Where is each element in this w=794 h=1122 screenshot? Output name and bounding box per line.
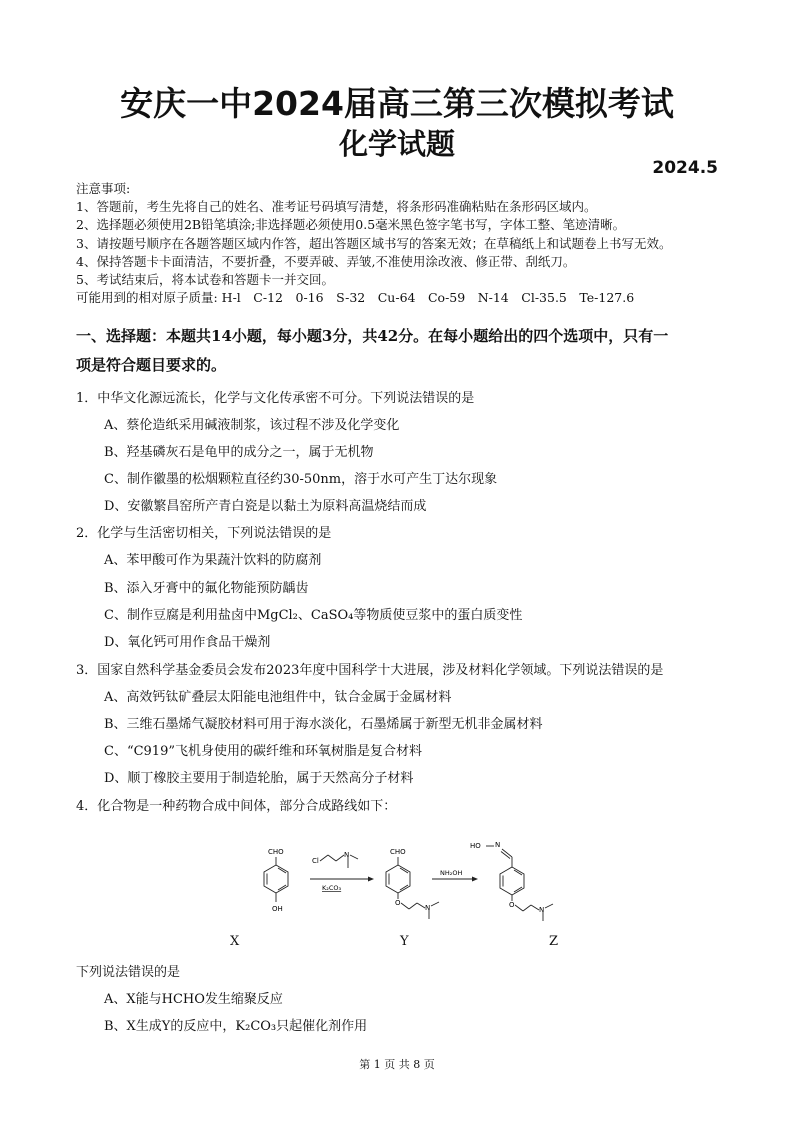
question-stem: 2．化学与生活密切相关，下列说法错误的是 xyxy=(76,526,332,541)
section-heading-cont: 项是符合题目要求的。 xyxy=(76,356,227,374)
note-item: 1、答题前，考生先将自己的姓名、准考证号码填写清楚，将条形码准确粘贴在条形码区域内。 xyxy=(76,199,597,215)
reagent-nh2oh: NH₂OH xyxy=(440,869,463,877)
reaction-arrow-1-head xyxy=(368,877,374,882)
section-heading: 一、选择题：本题共14小题，每小题3分，共42分。在每小题给出的四个选项中，只有一 xyxy=(76,327,669,345)
x-cho-label: CHO xyxy=(268,848,284,856)
notes-block xyxy=(76,180,726,307)
note-item: 2、选择题必须使用2B铅笔填涂;非选择题必须使用0.5毫米黑色签字笔书写，字体工整、笔迹清晰。 xyxy=(76,217,626,233)
z-o-label: O xyxy=(509,901,515,909)
exam-subtitle: 化学试题 xyxy=(338,127,455,161)
question-stem: 1．中华文化源远流长，化学与文化传承密不可分。下列说法错误的是 xyxy=(76,391,475,406)
atomic-masses: 可能用到的相对原子质量: H-l C-12 0-16 S-32 Cu-64 Co-59 N-14 Cl-35.5 Te-127.6 xyxy=(76,290,635,306)
synthesis-scheme xyxy=(240,835,580,935)
option: C、“C919”飞机身使用的碳纤维和环氧树脂是复合材料 xyxy=(104,744,422,759)
compound-z-label: Z xyxy=(549,934,559,949)
reaction-arrow-2-head xyxy=(472,877,478,882)
note-item: 4、保持答题卡卡面清洁，不要折叠，不要弄破、弄皱,不准使用涂改液、修正带、刮纸刀。 xyxy=(76,253,576,269)
option: D、顺丁橡胶主要用于制造轮胎，属于天然高分子材料 xyxy=(104,771,414,786)
reagent-n-label: N xyxy=(344,851,350,859)
exam-date: 2024.5 xyxy=(652,158,718,178)
z-n-label: N xyxy=(495,841,501,849)
reagent-k2co3: K₂CO₃ xyxy=(322,884,342,892)
question-stem: 4．化合物是一种药物合成中间体，部分合成路线如下： xyxy=(76,799,397,814)
reagent-cl-label: Cl xyxy=(312,857,319,865)
note-item: 3、请按题号顺序在各题答题区域内作答，超出答题区域书写的答案无效；在草稿纸上和试题卷上书写无效。 xyxy=(76,235,672,251)
question-stem: 3．国家自然科学基金委员会发布2023年度中国科学十大进展，涉及材料化学领域。下列说法错误的是 xyxy=(76,663,664,678)
option: A、X能与HCHO发生缩聚反应 xyxy=(104,992,283,1007)
option: A、蔡伦造纸采用碱液制浆，该过程不涉及化学变化 xyxy=(104,418,400,433)
question-followup: 下列说法错误的是 xyxy=(76,965,181,980)
compound-x-label: X xyxy=(230,934,240,949)
option: D、氧化钙可用作食品干燥剂 xyxy=(104,635,271,650)
note-item: 5、考试结束后，将本试卷和答题卡一并交回。 xyxy=(76,272,334,288)
option: B、添入牙膏中的氟化物能预防龋齿 xyxy=(104,581,309,596)
option: B、X生成Y的反应中，K₂CO₃只起催化剂作用 xyxy=(104,1019,368,1034)
reagent-1-structure xyxy=(320,855,358,868)
y-o-label: O xyxy=(395,899,401,907)
notes-heading: 注意事项: xyxy=(76,181,131,196)
option: B、三维石墨烯气凝胶材料可用于海水淡化，石墨烯属于新型无机非金属材料 xyxy=(104,717,543,732)
compound-y-label: Y xyxy=(400,934,409,949)
option: D、安徽繁昌窑所产青白瓷是以黏土为原料高温烧结而成 xyxy=(104,499,427,514)
option: B、羟基磷灰石是龟甲的成分之一，属于无机物 xyxy=(104,445,374,460)
y-cho-label: CHO xyxy=(390,848,406,856)
option: C、制作豆腐是利用盐卤中MgCl₂、CaSO₄等物质使豆浆中的蛋白质变性 xyxy=(104,608,523,623)
z-n2-label: N xyxy=(539,906,545,914)
compound-x-structure xyxy=(264,857,288,902)
option: A、苯甲酸可作为果蔬汁饮料的防腐剂 xyxy=(104,553,322,568)
option: C、制作徽墨的松烟颗粒直径约30-50nm，溶于水可产生丁达尔现象 xyxy=(104,472,498,487)
y-n-label: N xyxy=(425,904,431,912)
x-oh-label: OH xyxy=(272,905,283,913)
page-footer: 第 1 页 共 8 页 xyxy=(359,1058,435,1071)
option: A、高效钙钛矿叠层太阳能电池组件中，钛合金属于金属材料 xyxy=(104,690,452,705)
z-ho-label: HO xyxy=(470,842,481,850)
compound-y-structure xyxy=(386,857,439,919)
exam-title: 安庆一中2024届高三第三次模拟考试 xyxy=(120,84,674,123)
